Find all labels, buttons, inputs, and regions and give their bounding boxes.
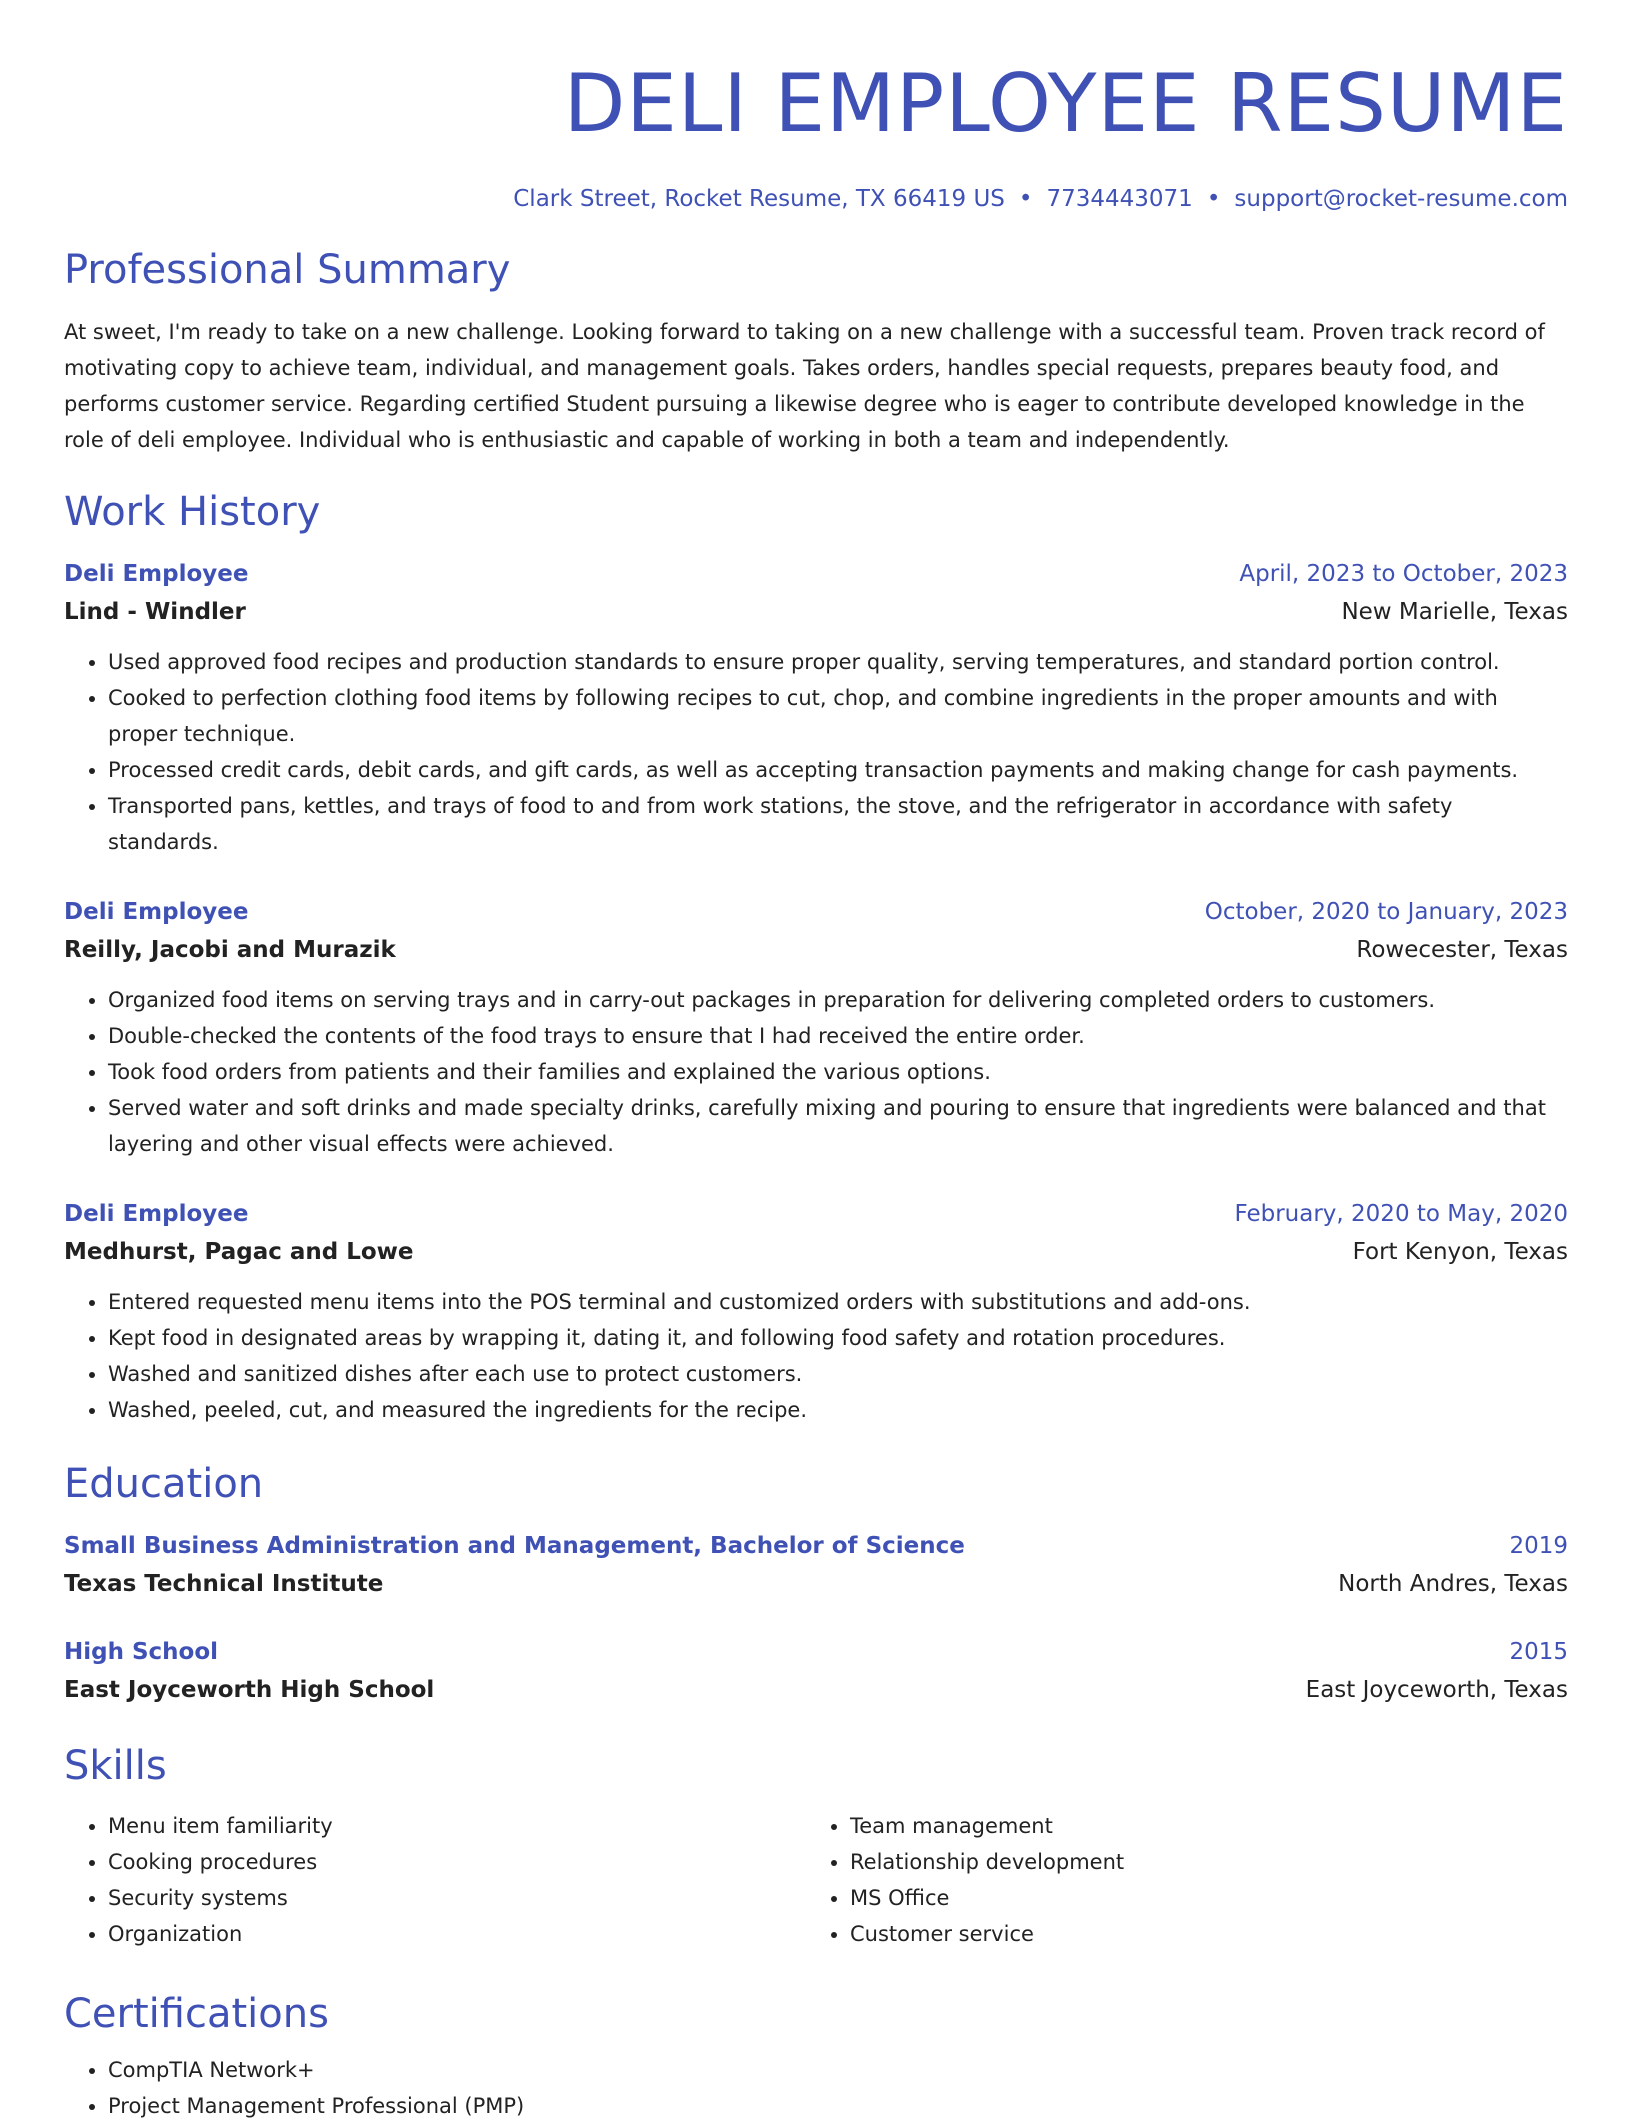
list-item: • Washed, peeled, cut, and measured the ingredients for the recipe.: [108, 1392, 1568, 1428]
education-school: Texas Technical Institute: [64, 1571, 384, 1597]
skills-list: [64, 1808, 1568, 1952]
job-dates: April, 2023 to October, 2023: [1239, 561, 1568, 587]
job-bullets: [64, 1284, 1568, 1428]
education-entry: [64, 1634, 1568, 1710]
resume-page: [64, 0, 1568, 2124]
job-role: Deli Employee: [64, 899, 249, 925]
job-role: Deli Employee: [64, 1201, 249, 1227]
list-item: • Organized food items on serving trays and in carry-out packages in preparation for delivering completed orders to customers.: [108, 982, 1568, 1018]
job-role: Deli Employee: [64, 561, 249, 587]
list-item: • Served water and soft drinks and made specialty drinks, carefully mixing and pouring to ensure that ingredients were balanced and that layering and other visual effects were achieved.: [108, 1090, 1568, 1162]
list-item: • Processed credit cards, debit cards, and gift cards, as well as accepting transaction payments and making change for cash payments.: [108, 752, 1568, 788]
job-dates: February, 2020 to May, 2020: [1234, 1201, 1568, 1227]
contact-email[interactable]: support@rocket-resume.com: [1234, 186, 1568, 212]
list-item: • Double-checked the contents of the food trays to ensure that I had received the entire order.: [108, 1018, 1568, 1054]
education-school: East Joyceworth High School: [64, 1677, 435, 1703]
summary-text: At sweet, I'm ready to take on a new challenge. Looking forward to taking on a new challenge with a successful team. Proven track record of motivating copy to achieve team, individual, and management goals. Takes orders, handles special requests, prepares beauty food, and performs customer service. Regarding certified Student pursuing a likewise degree who is eager to contribute developed knowledge in the role of deli employee. Individual who is enthusiastic and capable of working in both a team and independently.: [64, 320, 1545, 452]
skill-item: • Team management: [850, 1808, 1548, 1844]
list-item: • Took food orders from patients and their families and explained the various options.: [108, 1054, 1568, 1090]
job-entry: [64, 894, 1568, 1162]
skills-column-left: [64, 1808, 806, 1952]
list-item: • Cooked to perfection clothing food items by following recipes to cut, chop, and combine ingredients in the proper amounts and with proper technique.: [108, 680, 1568, 752]
job-entry: [64, 1196, 1568, 1428]
skill-item: • Cooking procedures: [108, 1844, 806, 1880]
job-bullets: [64, 982, 1568, 1162]
skill-item: • Menu item familiarity: [108, 1808, 806, 1844]
section-title-skills: Skills: [64, 1743, 167, 1789]
contact-separator: •: [1206, 186, 1221, 212]
job-entry: [64, 556, 1568, 860]
section-title-certifications: Certifications: [64, 1991, 329, 2037]
education-year: 2019: [1509, 1533, 1568, 1559]
job-company: Medhurst, Pagac and Lowe: [64, 1239, 414, 1265]
resume-title: DELI EMPLOYEE RESUME: [563, 57, 1568, 150]
job-location: New Marielle, Texas: [1341, 599, 1568, 625]
certification-item: • Project Management Professional (PMP): [108, 2088, 1568, 2124]
list-item: • Transported pans, kettles, and trays of food to and from work stations, the stove, and the refrigerator in accordance with safety standards.: [108, 788, 1568, 860]
list-item: • Kept food in designated areas by wrapping it, dating it, and following food safety and rotation procedures.: [108, 1320, 1568, 1356]
job-bullets: [64, 644, 1568, 860]
contact-address: Clark Street, Rocket Resume, TX 66419 US: [513, 186, 1005, 212]
skills-column-right: [806, 1808, 1548, 1952]
education-degree: High School: [64, 1639, 219, 1665]
list-item: • Washed and sanitized dishes after each use to protect customers.: [108, 1356, 1568, 1392]
job-location: Rowecester, Texas: [1356, 937, 1568, 963]
skill-item: • Customer service: [850, 1916, 1548, 1952]
section-title-work-history: Work History: [64, 489, 321, 535]
education-location: North Andres, Texas: [1338, 1571, 1568, 1597]
certification-item: • CompTIA Network+: [108, 2052, 1568, 2088]
skill-item: • Security systems: [108, 1880, 806, 1916]
job-company: Lind - Windler: [64, 599, 246, 625]
certifications-list: [64, 2052, 1568, 2124]
contact-separator: •: [1018, 186, 1033, 212]
contact-phone[interactable]: 7734443071: [1046, 186, 1193, 212]
skill-item: • Organization: [108, 1916, 806, 1952]
education-year: 2015: [1509, 1639, 1568, 1665]
education-location: East Joyceworth, Texas: [1305, 1677, 1568, 1703]
list-item: • Used approved food recipes and production standards to ensure proper quality, serving temperatures, and standard portion control.: [108, 644, 1568, 680]
job-dates: October, 2020 to January, 2023: [1204, 899, 1568, 925]
job-company: Reilly, Jacobi and Murazik: [64, 937, 396, 963]
education-entry: [64, 1528, 1568, 1604]
skill-item: • MS Office: [850, 1880, 1548, 1916]
section-title-education: Education: [64, 1461, 264, 1507]
education-degree: Small Business Administration and Management, Bachelor of Science: [64, 1533, 965, 1559]
section-title-summary: Professional Summary: [64, 247, 511, 293]
list-item: • Entered requested menu items into the POS terminal and customized orders with substitutions and add-ons.: [108, 1284, 1568, 1320]
contact-line: [64, 184, 1568, 214]
skill-item: • Relationship development: [850, 1844, 1548, 1880]
job-location: Fort Kenyon, Texas: [1352, 1239, 1568, 1265]
